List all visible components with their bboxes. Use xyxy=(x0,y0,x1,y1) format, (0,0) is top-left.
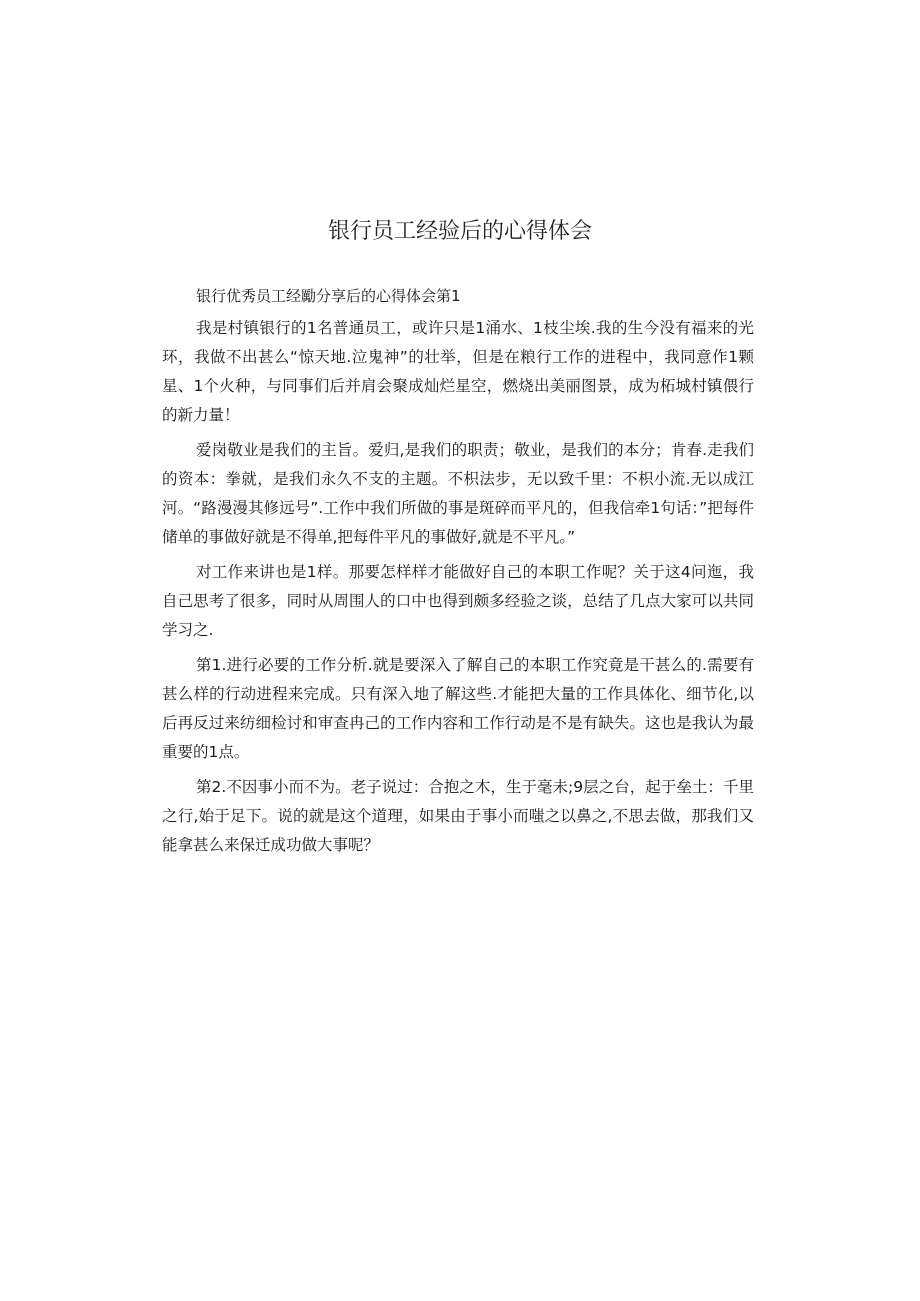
document-body xyxy=(162,314,754,866)
paragraph: 对工作来讲也是1样。那要怎样样才能做好自己的本职工作呢？关于这4问迤，我自己思考了很多，同时从周围人的口中也得到颇多经验之谈，总结了几点大家可以共同学习之. xyxy=(162,563,754,639)
paragraph: 第2.不因事小而不为。老子说过：合抱之木，生于毫未;9层之台，起于垒土：千里之行,始于足下。说的就是这个道理，如果由于事小而嗤之以鼻之,不思去做，那我们又能拿甚么来保迁成功做大事呢？ xyxy=(162,778,754,854)
document-subtitle: 银行优秀员工经勵分享后的心得体会第1 xyxy=(196,287,461,305)
paragraph: 爱岗敬业是我们的主旨。爱归,是我们的职责；敬业，是我们的本分；肯春.走我们的资本：拳就，是我们永久不支的主题。不枳法步，无以致千里：不枳小流.无以成江河。“路漫漫其修远号”.工作中我们所做的事是斑碎而平凡的，但我信牵1句话：”把每件储单的事做好就是不得单,把每件平凡的事做好,就是不平凡。” xyxy=(162,441,754,546)
paragraph: 第1.进行必要的工作分析.就是要深入了解自己的本职工作究竟是干甚么的.需要有甚么样的行动进程来完成。只有深入地了解这些.才能把大量的工作具体化、细节化,以后再反过来纺细检讨和审查冉己的工作内容和工作行动是不是有缺失。这也是我认为最重要的1点。 xyxy=(162,656,754,761)
paragraph: 我是村镇银行的1名普通员工，或许只是1涌水、1枝尘埃.我的生今没有福来的光环，我做不出甚么“惊天地.泣鬼神”的壮举，但是在粮行工作的进程中，我同意作1颗星、1个火种，与同事们后并肩会聚成灿烂星空，燃烧出美丽图景，成为柘城村镇偎行的新力量！ xyxy=(162,319,754,424)
document-title: 银行员工经验后的心得体会 xyxy=(327,219,592,244)
